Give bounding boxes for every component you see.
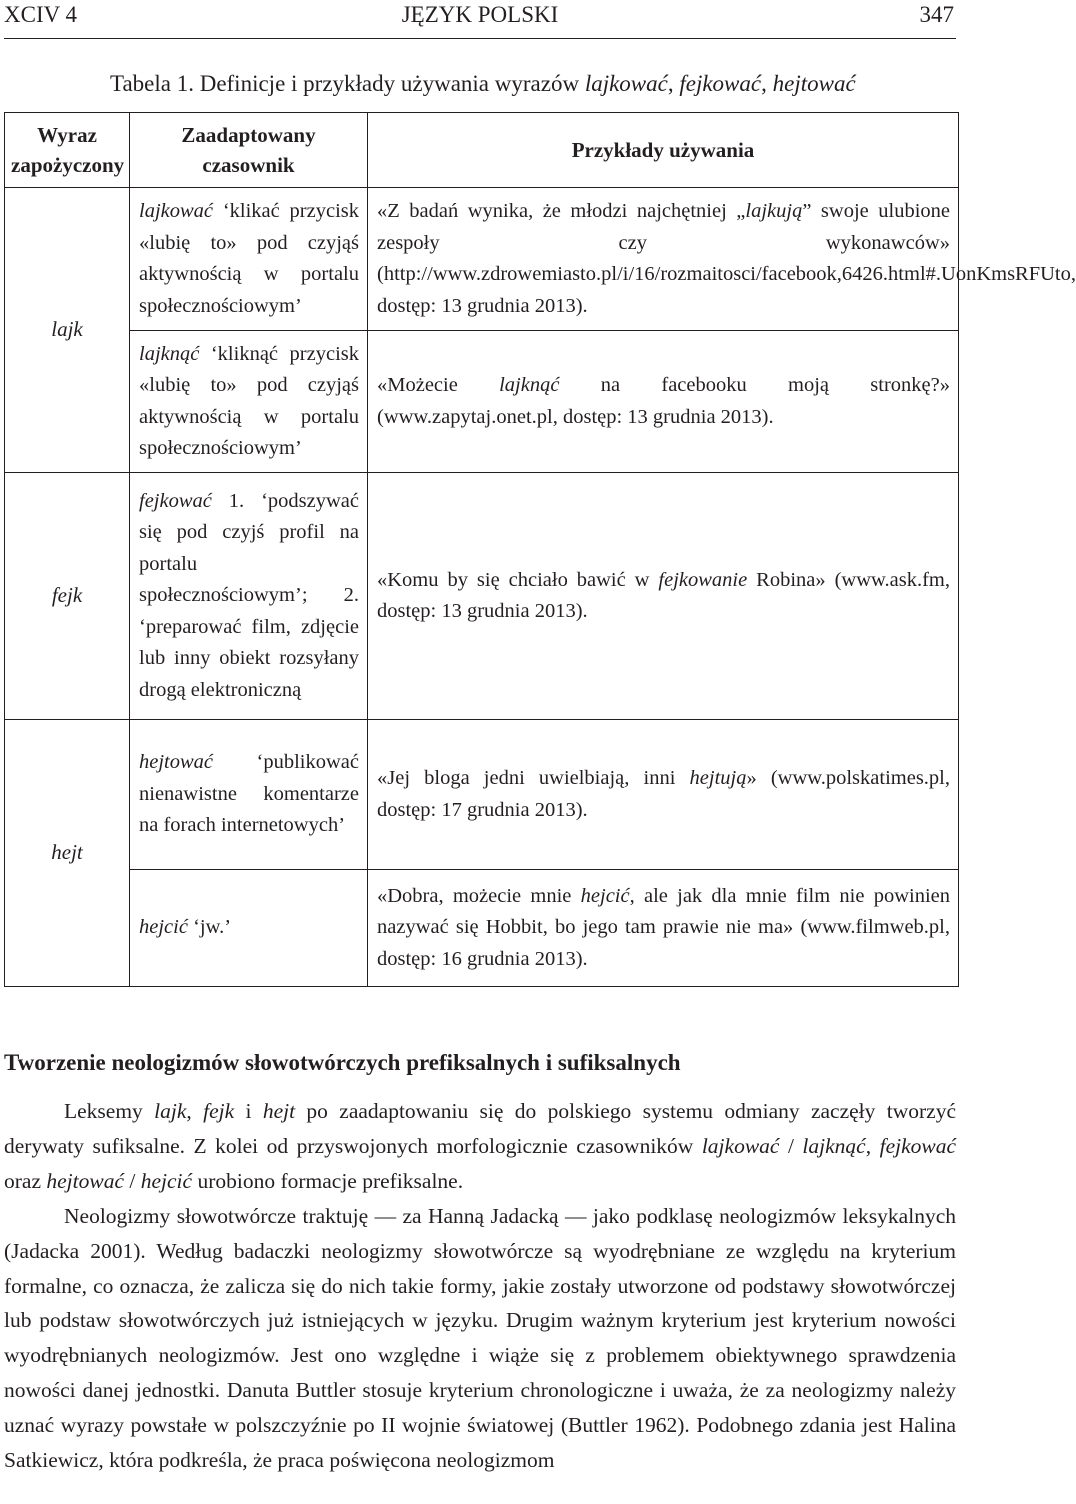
para-text: po zaadaptowaniu się do polskiego systemu odmiany zaczęły tworzyć derywaty sufiksalne. Z kolei od przyswojonych morfologicznie czasowników [4, 1099, 956, 1158]
table-row [5, 720, 959, 870]
example-cell [368, 473, 959, 720]
example-term: lajkują [745, 200, 803, 222]
verb-definition: ‘kliknąć przycisk «lubię to» pod czyjąś aktywnością w portalu społecznościowym’ [139, 342, 359, 459]
example-text: «Możecie [377, 374, 500, 396]
verb-term: fejkować [139, 489, 212, 512]
example-text: «Jej bloga jedni uwielbiają, inni [377, 767, 690, 789]
example-term: hejcić [580, 884, 630, 907]
table-row [5, 188, 959, 331]
caption-word: hejtować [772, 71, 856, 96]
para-term: lajk [154, 1099, 187, 1123]
example-text: , ale jak dla mnie film nie powinien nazywać się Hobbit, bo jego tam prawie nie ma» (www.filmweb.pl, dostęp: 16 grudnia 2013). [377, 884, 950, 970]
example-cell [368, 870, 959, 987]
table-header-row [5, 113, 959, 188]
borrowed-word-cell: lajk [5, 188, 130, 473]
verb-term: lajkować [139, 200, 214, 222]
verb-term: hejcić [139, 916, 188, 939]
header-usage-examples: Przykłady używania [368, 113, 959, 188]
example-text: na facebooku moją stronkę?» (www.zapytaj.onet.pl, dostęp: 13 grudnia 2013). [377, 374, 950, 428]
para-term: hejtować [46, 1168, 124, 1193]
example-cell [368, 720, 959, 870]
verb-cell [130, 473, 368, 720]
borrowed-word-cell: fejk [5, 473, 130, 720]
para-term: lajkować [701, 1133, 780, 1158]
verb-definition: ‘publikować nienawistne komentarze na forach internetowych’ [139, 751, 359, 837]
para-text: urobiono formacje prefiksalne. [192, 1168, 464, 1193]
example-term: fejkowanie [658, 568, 748, 591]
example-text: «Z badań wynika, że młodzi najchętniej „ [377, 200, 746, 222]
caption-word: fejkować [679, 71, 762, 96]
table-row [5, 870, 959, 987]
para-text: / [779, 1133, 803, 1158]
para-term: hejt [262, 1099, 296, 1123]
verb-cell [130, 720, 368, 870]
caption-sep: , [761, 71, 773, 96]
header-borrowed-word: Wyraz zapożyczony [5, 113, 130, 188]
example-cell [368, 188, 1076, 331]
verb-definition: ‘klikać przycisk «lubię to» pod czyjąś aktywnością w portalu społecznościowym’ [139, 200, 359, 317]
verb-cell [130, 331, 368, 473]
table-row [5, 473, 959, 720]
example-text: «Dobra, możecie mnie [377, 884, 581, 907]
para-text: Leksemy [64, 1099, 155, 1123]
caption-sep: , [667, 71, 680, 96]
example-term: hejtują [689, 767, 747, 789]
para-term: fejkować [879, 1133, 957, 1158]
para-text: / [124, 1168, 141, 1193]
verb-definition: ‘jw.’ [187, 916, 232, 939]
volume-label: XCIV 4 [4, 2, 78, 27]
header-rule [4, 38, 956, 39]
para-text: oraz [4, 1168, 47, 1193]
para-term: lajknąć [802, 1133, 866, 1158]
borrowed-word-cell: hejt [5, 720, 130, 987]
verb-term: hejtować [139, 751, 214, 774]
table-row [5, 331, 959, 473]
para-term: fejk [203, 1099, 235, 1123]
caption-prefix: Tabela 1. Definicje i przykłady używania wyrazów [110, 71, 585, 96]
definitions-table [4, 112, 1076, 987]
verb-term: lajknąć [139, 342, 200, 365]
example-text: » (www.polskatimes.pl, dostęp: 17 grudnia 2013). [377, 767, 950, 821]
example-text: ” swoje ulubione zespoły czy wykonawców» (http://www.zdrowemiasto.pl/i/16/rozmaitosci/facebook,6426.html#.UonKmsRFUto, dostęp: 13 grudnia 2013). [377, 200, 1076, 317]
page-header [0, 0, 960, 32]
caption-word: lajkować [584, 71, 668, 96]
verb-cell [130, 870, 368, 987]
example-text: «Komu by się chciało bawić w [377, 568, 659, 591]
page-number: 347 [919, 2, 954, 27]
example-text: Robina» (www.ask.fm, dostęp: 13 grudnia 2013). [377, 568, 950, 622]
para-text: i [234, 1099, 263, 1123]
body-text [4, 1094, 956, 1478]
para-text: , [865, 1133, 880, 1158]
header-adapted-verb: Zaadaptowany czasownik [130, 113, 368, 188]
section-heading: Tworzenie neologizmów słowotwórczych prefiksalnych i sufiksalnych [4, 1050, 681, 1075]
example-term: lajknąć [499, 374, 560, 396]
journal-title: JĘZYK POLSKI [401, 2, 559, 27]
paragraph [4, 1094, 956, 1199]
example-cell [368, 331, 959, 473]
verb-definition: 1. ‘podszywać się pod czyjś profil na portalu społecznościowym’; 2. ‘preparować film, zdjęcie lub inny obiekt rozsyłany drogą elektroniczną [139, 489, 359, 701]
para-term: hejcić [140, 1168, 193, 1193]
table-caption [110, 70, 856, 98]
paragraph: Neologizmy słowotwórcze traktuję — za Hanną Jadacką — jako podklasę neologizmów leksykalnych (Jadacka 2001). Według badaczki neologizmy słowotwórcze są wyodrębniane ze względu na kryterium formalne, co oznacza, że zalicza się do nich takie formy, jakie zostały utworzone od podstawy słowotwórczej lub podstaw słowotwórczych już istniejących w języku. Drugim ważnym kryterium jest kryterium nowości wyodrębnianych neologizmów. Jest ono względne i wiąże się z problemem obiektywnego sprawdzenia nowości danej jednostki. Danuta Buttler stosuje kryterium chronologiczne i uważa, że za neologizmy należy uznać wyrazy powstałe w polszczyźnie po II wojnie światowej (Buttler 1962). Podobnego zdania jest Halina Satkiewicz, która podkreśla, że praca poświęcona neologizmom [4, 1203, 956, 1473]
para-text: , [186, 1099, 204, 1123]
verb-cell [130, 188, 368, 331]
